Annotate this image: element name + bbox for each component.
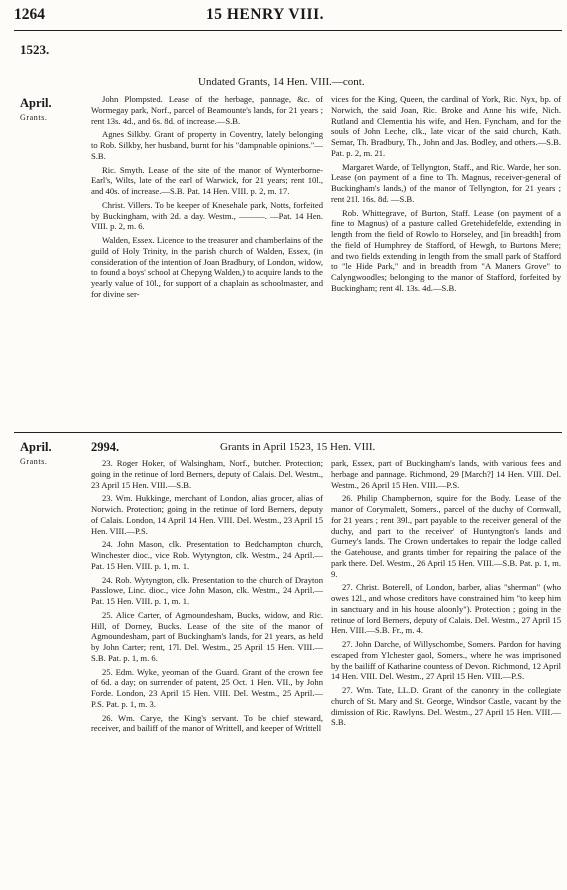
entry-wytyngton: 24. Rob. Wytyngton, clk. Presentation to the church of Drayton Passlowe, Linc. dioc., vice John Mason, clk. Westm., 24 April.—Pat. 15 Hen. VIII. p. 1, m. 1. <box>91 574 323 606</box>
section2-number: 2994. <box>91 440 120 454</box>
section2-margin-month: April. <box>20 440 52 454</box>
entry-walden: Walden, Essex. Licence to the treasurer and chamberlains of the guild of Holy Trinity, in the parish church of Walden, Essex, (in consideration of the intention of Joan Bradbury, of London, widow, to found a boys' school at Chepyng Walden,) to acquire lands to the yearly value of 10l., for support of a chaplain as schoolmaster, and for divine ser- <box>91 235 323 299</box>
entry-carter: 25. Alice Carter, of Agmoundesham, Bucks, widow, and Ric. Hill, of Dorney, Bucks. Lease of the site of the manor of Agmoundesham, part of Buckingham's lands, for 21 years, as held by John Carter; rent, 17l. Del. Westm., 25 April 15 Hen. VIII.—S.B. Pat. p. 1, m. 6. <box>91 609 323 663</box>
entry-hoker: 23. Roger Hoker, of Walsingham, Norf., butcher. Protection; going in the retinue of lord Berners, deputy of Calais. Del. Westm., 23 April 15 Hen. VIII.—S.B. <box>91 458 323 490</box>
entry-tate: 27. Wm. Tate, LL.D. Grant of the canonry in the collegiate church of St. Mary and St. George, Windsor Castle, vacant by the dimission of Ric. Rawlyns. Del. Westm., 27 April 15 Hen. VIII.—S.B. <box>331 685 561 728</box>
section1-right-column <box>331 94 561 297</box>
entry-hukkinge: 23. Wm. Hukkinge, merchant of London, alias grocer, alias of Norwich. Protection; going in the retinue of lord Berners, deputy of Calais. London, 14 April 14 Hen. VIII. Del. Westm., 23 April 15 Hen. VIII.—P.S. <box>91 493 323 536</box>
section2-heading: Grants in April 1523, 15 Hen. VIII. <box>220 441 376 453</box>
header-rule <box>14 30 562 31</box>
entry-walden-cont: vices for the King, Queen, the cardinal of York, Ric. Nyx, bp. of Norwich, the said Joan, Ric. Broke and Anne his wife, Nich. Rutland and Clementia his wife, and Hen. Fyncham, and for the souls of John Leche, clk., late vicar of the said church, Kath. Semar, Th. Bradbury, Th., John and Jas. Bodley, and others.—S.B. Pat. p. 2, m. 21. <box>331 94 561 158</box>
section2-right-column <box>331 458 561 731</box>
entry-carye-cont: park, Essex, part of Buckingham's lands, with various fees and herbage and pannage. Richmond, 29 [March?] 14 Hen. VIII. Del. Westm., 26 April 15 Hen. VIII.—P.S. <box>331 458 561 490</box>
entry-darche: 27. John Darche, of Willyschombe, Somers. Pardon for having escaped from Ylchester gaol, Somers., where he was imprisoned by the bailiff of Katharine countess of Devon. Richmond, 12 April 14 Hen. VIII. Del. Westm., 27 April 15 Hen. VIII.—P.S. <box>331 639 561 682</box>
section1-margin-month: April. <box>20 96 52 110</box>
section-divider <box>14 432 562 433</box>
entry-villers: Christ. Villers. To be keeper of Knesehale park, Notts, forfeited by Buckingham, with 2d. a day. Westm., ———. —Pat. 14 Hen. VIII. p. 2, m. 6. <box>91 199 323 232</box>
entry-warde: Margaret Warde, of Tellyngton, Staff., and Ric. Warde, her son. Lease (on payment of a fine to Th. Magnus, receiver-general of Buckingham's lands,) of the manor of Tellyngton, for 21 years ; rent 21l. 16s. 8d. —S.B. <box>331 161 561 204</box>
section1-heading: Undated Grants, 14 Hen. VIII.—cont. <box>198 76 365 88</box>
section1-margin-note <box>20 96 52 122</box>
section2-left-column <box>91 458 323 737</box>
entry-mason: 24. John Mason, clk. Presentation to Bedchampton church, Winchester dioc., vice Rob. Wytyngton, clk. Westm., 24 April.—Pat. 15 Hen. VIII. p. 1, m. 1. <box>91 539 323 571</box>
entry-carye: 26. Wm. Carye, the King's servant. To be chief steward, receiver, and bailiff of the manor of Writtell, and keeper of Writtell <box>91 712 323 734</box>
entry-wyke: 25. Edm. Wyke, yeoman of the Guard. Grant of the crown fee of 6d. a day; on surrender of patent, 25 Oct. 1 Hen. VII., by John Forde. London, 23 April 15 Hen. VIII. Del. Westm., 25 April.—P.S. Pat. p. 1, m. 3. <box>91 666 323 709</box>
entry-champbernon: 26. Philip Champbernon, squire for the Body. Lease of the manor of Corymalett, Somers., parcel of the duchy of Cornwall, for 21 years ; rent 39l., part payable to the receiver general of the duchy, and part to the receiver' of Huntyngton's lands and Gurney's lands. The Crown undertakes to repair the lodge called the Gatehouse, and grants timber for repairing the palace of the park there. Del. Westm., 26 April 15 Hen. VIII.—S.B. Pat. p. 1, m. 9. <box>331 493 561 579</box>
entry-silkby: Agnes Silkby. Grant of property in Coventry, lately belonging to Rob. Silkby, her husband, burnt for his "dampnable opinions."—S.B. <box>91 129 323 161</box>
section1-margin-label: Grants. <box>20 113 48 122</box>
year-label: 1523. <box>20 42 50 57</box>
section2-margin-note <box>20 440 52 466</box>
entry-whittegrave: Rob. Whittegrave, of Burton, Staff. Lease (on payment of a fine to Magnus) of a pasture called Gretehidefelde, extending in length from the field of Rowlo to Horseley, and [in breadth] from the field of Humphrey de Stafford, of Hewgh, to Burtons Mere; and two fields extending in length from the small park of Stafford to "le Hide Park," and in breadth from "A Maners Grove" to Calyngwoodles; belonging to the manor of Stafford, forfeited by Buckingham; rent 4l. 13s. 4d.—S.B. <box>331 207 561 293</box>
section2-margin-label: Grants. <box>20 457 48 466</box>
page-header <box>0 6 567 26</box>
entry-smyth: Ric. Smyth. Lease of the site of the manor of Wynterborne-Earl's, Wilts, late of the earl of Warwick, for 21 years; rent 10l., and 40s. of increase.—S.B. Pat. 14 Hen. VIII. p. 2, m. 17. <box>91 164 323 196</box>
entry-boterell: 27. Christ. Boterell, of London, barber, alias "sherman" (who owes 12l., and whose creditors have constrained him "to keep him in sanctuary and in his house aloonly"). Protection ; going in the retinue of lord Berners, deputy of Calais. Del. Westm., 27 April 15 Hen. VIII.—S.B. Fr., m. 4. <box>331 582 561 636</box>
running-title: 15 HENRY VIII. <box>206 6 324 23</box>
page-number: 1264 <box>14 6 45 23</box>
entry-plompsted: John Plompsted. Lease of the herbage, pannage, &c. of Wormegay park, Norf., parcel of Beamounte's lands, for 21 years ; rent 13s. 4d., and 6s. 8d. of increase.—S.B. <box>91 94 323 126</box>
section1-left-column <box>91 94 323 303</box>
